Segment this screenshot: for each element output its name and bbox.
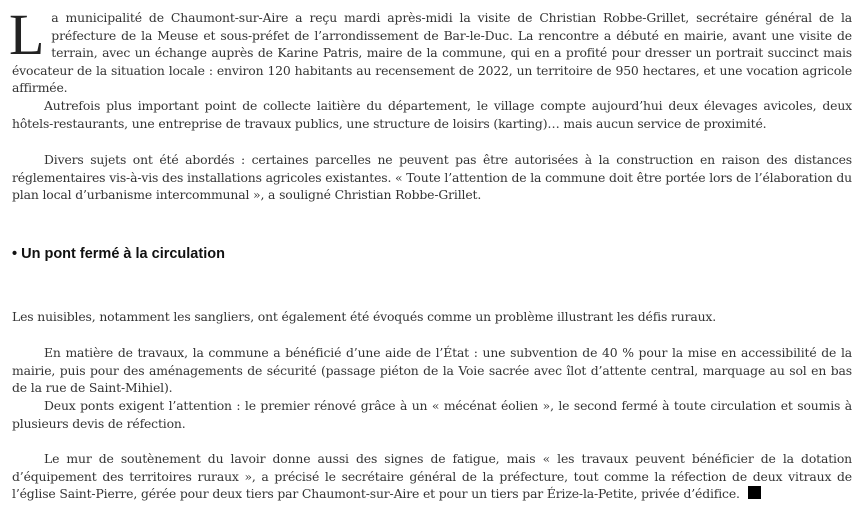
paragraph-3: Divers sujets ont été abordés : certaines parcelles ne peuvent pas être autorisées à la construction en raison des distances réglementaires vis-à-vis des installations agricoles existantes. « Toute l’attention de la commune doit être portée lors de l’élaboration du plan local d’urbanisme intercommunal », a souligné Christian Robbe-Grillet. — [12, 152, 852, 202]
paragraph-4: Les nuisibles, notamment les sangliers, ont également été évoqués comme un problème illustrant les défis ruraux. — [12, 309, 717, 324]
paragraph-6: Deux ponts exigent l’attention : le premier rénové grâce à un « mécénat éolien », le second fermé à toute circulation et soumis à plusieurs devis de réfection. — [12, 398, 852, 431]
paragraph-2: Autrefois plus important point de collecte laitière du département, le village compte aujourd’hui deux élevages avicoles, deux hôtels-restaurants, une entreprise de travaux publics, une structure de loisirs (karting)… mais aucun service de proximité. — [12, 98, 852, 131]
paragraph-5: En matière de travaux, la commune a bénéficié d’une aide de l’État : une subvention de 40 % pour la mise en accessibilité de la mairie, puis pour des aménagements de sécurité (passage piéton de la Voie sacrée avec îlot d’attente central, marquage au sol en bas de la rue de Saint-Mihiel). — [12, 345, 852, 395]
paragraph-intro — [9, 2, 852, 97]
subheading: • Un pont fermé à la circulation — [12, 246, 225, 262]
paragraph-7 — [12, 450, 852, 503]
paragraph-intro-text: a municipalité de Chaumont-sur-Aire a reçu mardi après-midi la visite de Christian Robbe-Grillet, secrétaire général de la préfecture de la Meuse et sous-préfet de l’arrondissement de Bar-le-Duc. La rencontre a débuté en mairie, avant une visite de terrain, avec un échange auprès de Karine Patris, maire de la commune, qui en a profité pour dresser un portrait succinct mais évocateur de la situation locale : environ 120 habitants au recensement de 2022, un territoire de 950 hectares, et une vocation agricole affirmée. — [12, 10, 852, 95]
paragraph-7-text: Le mur de soutènement du lavoir donne aussi des signes de fatigue, mais « les travaux peuvent bénéficier de la dotation d’équipement des territoires ruraux », a précisé le secrétaire général de la préfecture, tout comme la réfection de deux vitraux de l’église Saint-Pierre, gérée pour deux tiers par Chaumont-sur-Aire et pour un tiers par Érize-la-Petite, privée d’édifice. — [12, 451, 852, 501]
drop-cap: L — [9, 2, 45, 67]
end-of-article-icon — [748, 486, 761, 499]
